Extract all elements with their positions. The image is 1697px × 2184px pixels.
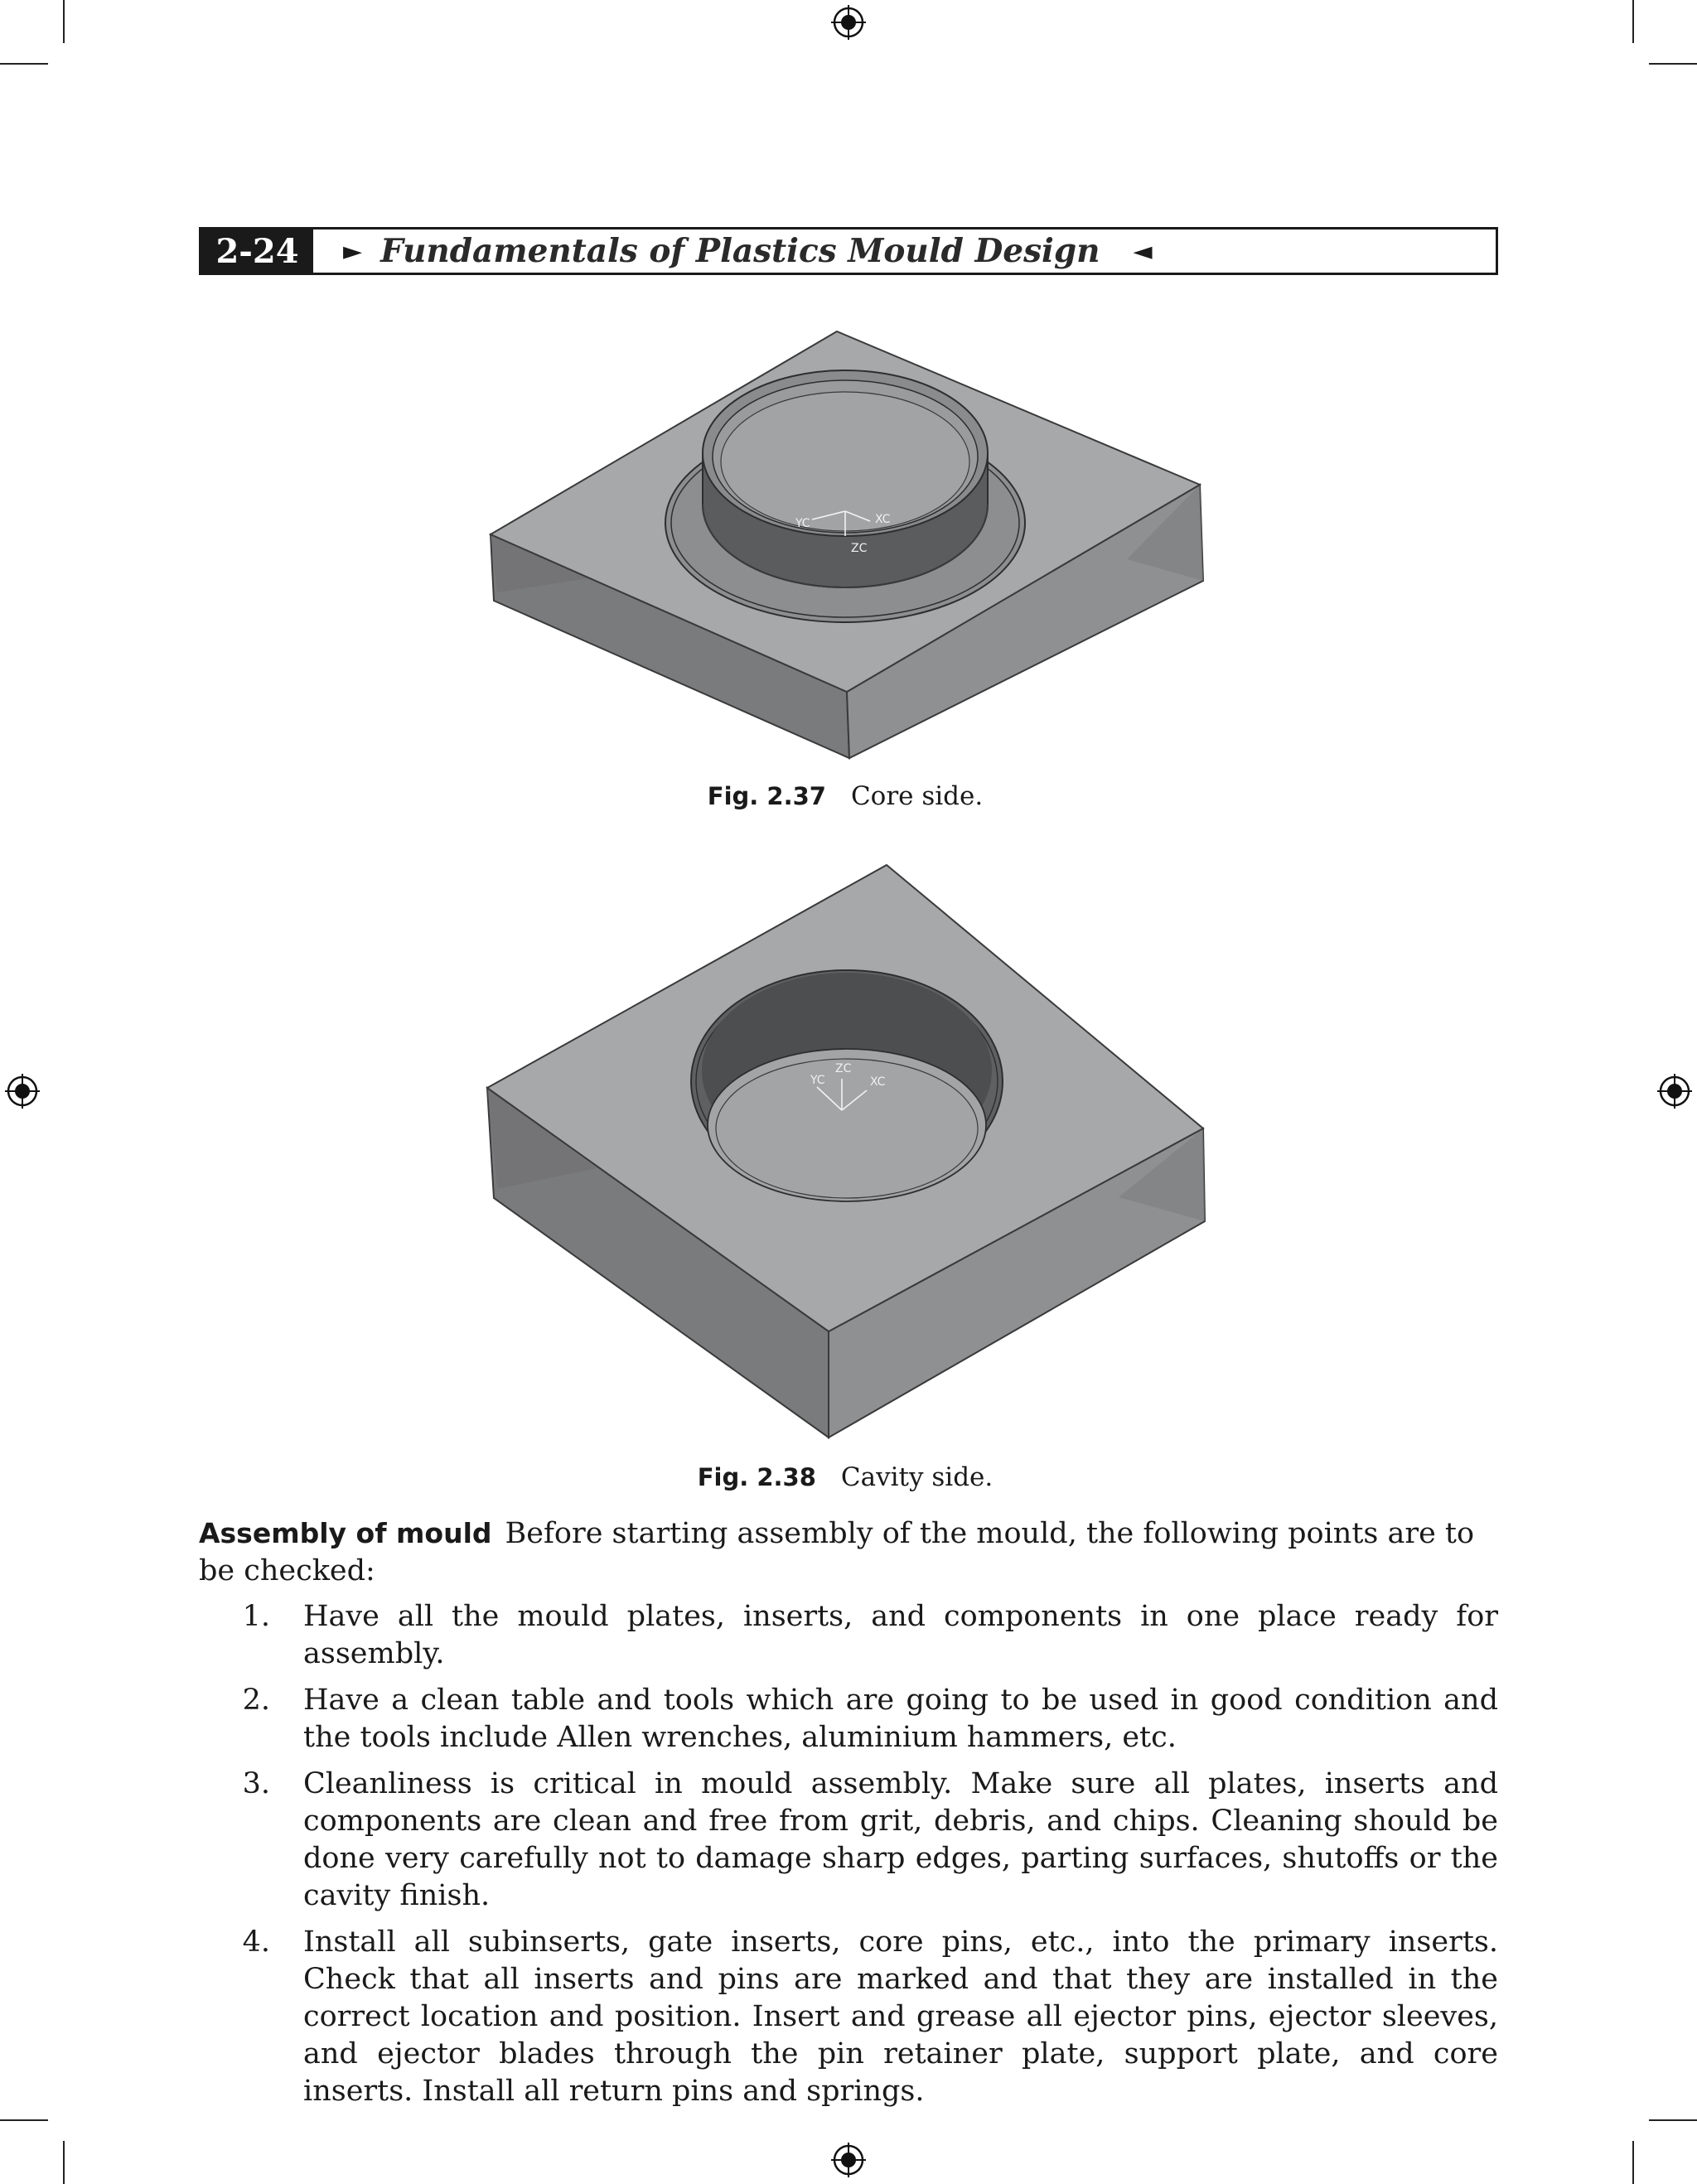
- figure-caption-text: Core side.: [850, 781, 984, 811]
- axis-label-zc: ZC: [851, 542, 868, 555]
- checklist: [199, 1598, 1498, 2110]
- crop-mark: [0, 2119, 48, 2121]
- intro-text: Before starting assembly of the mould, the following points are to be checked:: [199, 1517, 1475, 1587]
- section-intro: [199, 1515, 1498, 1590]
- figure-caption: [481, 1462, 1210, 1492]
- crop-mark: [1632, 0, 1634, 43]
- book-title: Fundamentals of Plastics Mould Design: [380, 232, 1100, 270]
- figure-number: Fig. 2.38: [697, 1463, 816, 1491]
- list-item: [199, 1682, 1498, 1756]
- list-item: [199, 1766, 1498, 1915]
- registration-mark-icon: [3, 1072, 41, 1110]
- axis-label-zc: ZC: [835, 1062, 852, 1075]
- axis-label-xc: XC: [875, 513, 891, 526]
- list-text: Install all subinserts, gate inserts, core pins, etc., into the primary inserts. Check that all inserts and pins are marked and that they are installed in the correct location and position. Insert and grease all ejector pins, ejector sleeves, and ejector blades through the pin retainer plate, support plate, and core inserts. Install all return pins and springs.: [303, 1925, 1498, 2108]
- crop-mark: [1632, 2141, 1634, 2184]
- registration-mark-icon: [1656, 1072, 1694, 1110]
- cavity-side-drawing: [481, 862, 1210, 1446]
- list-item: [199, 1598, 1498, 1673]
- crop-mark: [1649, 63, 1697, 65]
- list-number: 1.: [242, 1600, 270, 1633]
- list-number: 4.: [242, 1925, 270, 1959]
- crop-mark: [63, 2141, 65, 2184]
- list-number: 2.: [242, 1684, 270, 1717]
- crop-mark: [0, 63, 48, 65]
- crop-mark: [63, 0, 65, 43]
- section-assembly-of-mould: [199, 1515, 1498, 2119]
- figure-caption-text: Cavity side.: [840, 1462, 994, 1492]
- axis-label-xc: XC: [870, 1075, 886, 1089]
- arrow-right-icon: ►: [343, 236, 363, 266]
- crop-mark: [1649, 2119, 1697, 2121]
- list-number: 3.: [242, 1767, 270, 1800]
- list-text: Cleanliness is critical in mould assembly. Make sure all plates, inserts and components are clean and free from grit, debris, and chips. Cleaning should be done very carefully not to damage sharp edges, parting surfaces, shutoffs or the cavity finish.: [303, 1767, 1498, 1912]
- running-header: [199, 227, 1498, 275]
- page-number: 2-24: [201, 230, 313, 273]
- figure-core-side: [481, 327, 1210, 824]
- axis-label-yc: YC: [810, 1074, 825, 1087]
- registration-mark-icon: [829, 2141, 868, 2179]
- list-text: Have all the mould plates, inserts, and components in one place ready for assembly.: [303, 1600, 1498, 1670]
- list-item: [199, 1924, 1498, 2110]
- registration-mark-icon: [829, 3, 868, 41]
- figure-cavity-side: [481, 862, 1210, 1508]
- arrow-left-icon: ◄: [1133, 236, 1153, 266]
- runin-heading: Assembly of mould: [199, 1517, 492, 1549]
- list-text: Have a clean table and tools which are going to be used in good condition and the tools include Allen wrenches, aluminium hammers, etc.: [303, 1684, 1498, 1754]
- axis-label-yc: YC: [795, 517, 810, 530]
- figure-caption: [481, 781, 1210, 811]
- core-side-drawing: [481, 327, 1210, 766]
- figure-number: Fig. 2.37: [707, 782, 826, 810]
